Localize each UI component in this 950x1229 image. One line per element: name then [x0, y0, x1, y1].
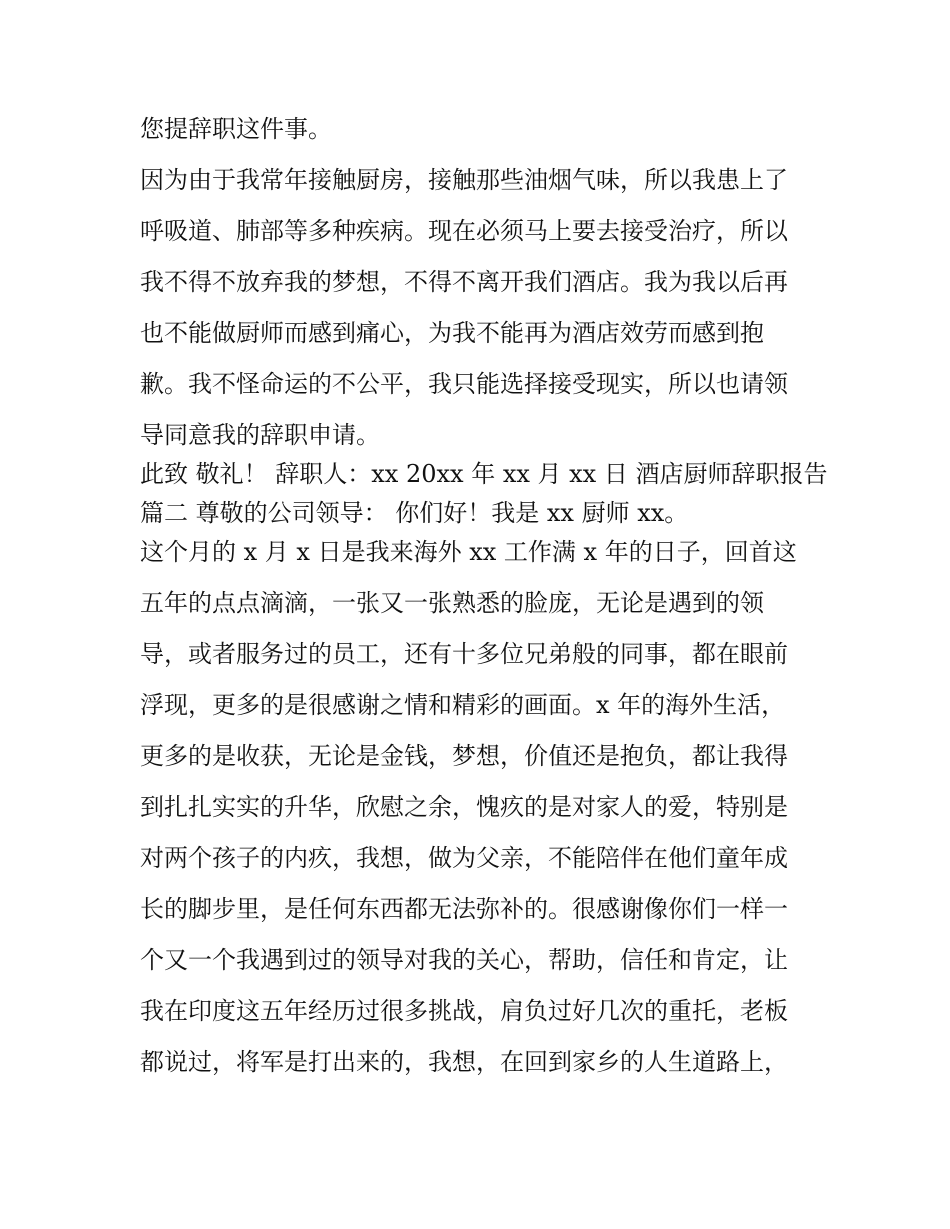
text-line: 导同意我的辞职申请。 [140, 421, 380, 449]
text-line: 长的脚步里，是任何东西都无法弥补的。很感谢像你们一样一 [140, 895, 788, 923]
text-line: 五年的点点滴滴，一张又一张熟悉的脸庞，无论是遇到的领 [140, 589, 764, 617]
text-line: 我在印度这五年经历过很多挑战，肩负过好几次的重托，老板 [140, 997, 788, 1025]
text-line: 更多的是收获，无论是金钱，梦想，价值还是抱负，都让我得 [140, 742, 788, 770]
text-line: 我不得不放弃我的梦想，不得不离开我们酒店。我为我以后再 [140, 268, 788, 296]
document-body [140, 108, 828, 1092]
text-line: 个又一个我遇到过的领导对我的关心，帮助，信任和肯定，让 [140, 946, 788, 974]
text-line: 浮现，更多的是很感谢之情和精彩的画面。x 年的海外生活， [140, 691, 786, 719]
text-line: 因为由于我常年接触厨房，接触那些油烟气味，所以我患上了 [140, 166, 788, 194]
text-line: 此致 敬礼！ 辞职人：xx 20xx 年 xx 月 xx 日 酒店厨师辞职报告 [140, 460, 828, 488]
text-line: 到扎扎实实的升华，欣慰之余，愧疚的是对家人的爱，特别是 [140, 793, 788, 821]
text-line: 呼吸道、肺部等多种疾病。现在必须马上要去接受治疗，所以 [140, 217, 788, 245]
text-line: 篇二 尊敬的公司领导： 你们好！我是 xx 厨师 xx。 [140, 499, 689, 527]
text-line: 这个月的 x 月 x 日是我来海外 xx 工作满 x 年的日子，回首这 [140, 538, 797, 566]
text-line: 您提辞职这件事。 [140, 115, 332, 143]
text-line: 都说过，将军是打出来的，我想，在回到家乡的人生道路上， [140, 1048, 788, 1076]
text-line: 对两个孩子的内疚，我想，做为父亲，不能陪伴在他们童年成 [140, 844, 788, 872]
text-line: 歉。我不怪命运的不公平，我只能选择接受现实，所以也请领 [140, 370, 788, 398]
text-line: 导，或者服务过的员工，还有十多位兄弟般的同事，都在眼前 [140, 640, 788, 668]
text-line: 也不能做厨师而感到痛心，为我不能再为酒店效劳而感到抱 [140, 319, 764, 347]
